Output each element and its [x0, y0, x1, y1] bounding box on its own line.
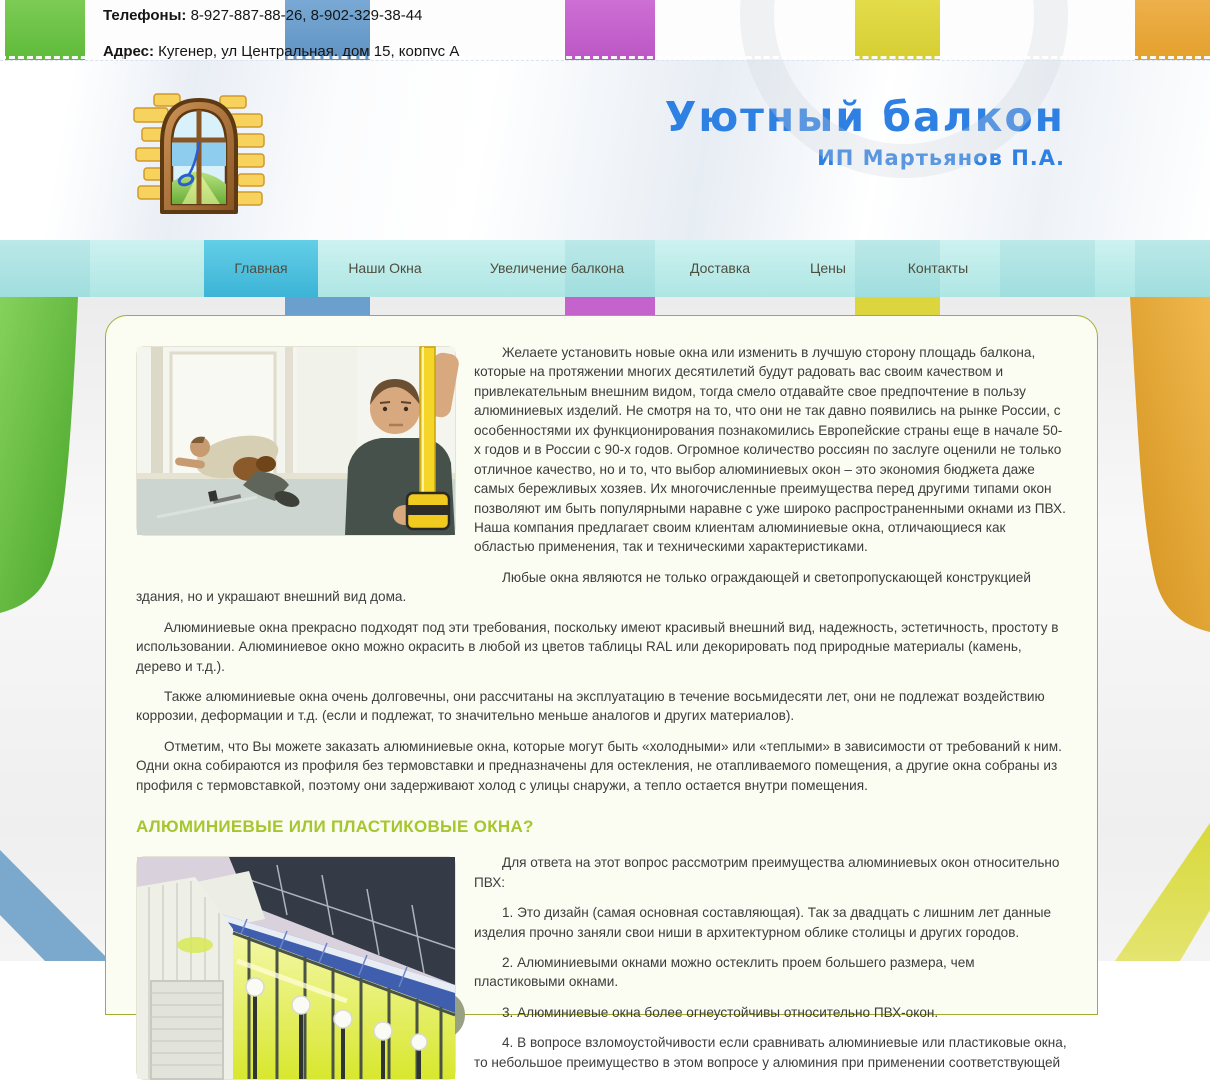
nav-tint-band [0, 240, 90, 297]
paragraph: Также алюминиевые окна очень долговечны, они рассчитаны на эксплуатацию в течение восьмидесяти лет, они не подлежат воздействию коррозии, деформации и т.д. (если и подлежат, то значительно меньше аналогов и других материалов). [136, 689, 1045, 724]
dashed-divider [0, 56, 1210, 59]
ribbon-orange-and-yellow-decor [1080, 297, 1210, 961]
main-area [0, 297, 1210, 1070]
nav-item-contacts[interactable]: Контакты [907, 260, 969, 276]
decor-stripe-yellow [855, 0, 940, 60]
decor-tab-yellow [855, 297, 940, 315]
nav-item-prices[interactable]: Цены [810, 260, 846, 276]
phones-label: Телефоны: [103, 7, 187, 24]
nav-tint-band [1135, 240, 1210, 297]
decor-tab-blue [285, 297, 370, 315]
dashed-divider-shadow [0, 60, 1210, 61]
site-subtitle: ИП Мартьянов П.А. [817, 146, 1065, 171]
phones-line [103, 7, 422, 24]
decor-tab-purple [565, 297, 655, 315]
nav-item-home[interactable]: Главная [204, 240, 318, 297]
paragraph: Любые окна являются не только ограждающей и светопропускающей конструкцией здания, но и украшают внешний вид дома. [136, 569, 1031, 605]
top-contact-bar [0, 0, 1210, 60]
paragraph: 1. Это дизайн (самая основная составляющая). Так за двадцать с лишним лет данные изделия прочно заняли свои ниши в архитектурном облике столицы и других городов. [474, 905, 1052, 940]
window-measuring-photo [136, 346, 456, 536]
paragraph: 2. Алюминиевыми окнами можно остеклить проем большего размера, чем пластиковыми окнами. [474, 954, 975, 990]
paragraph: 4. В вопросе взломоустойчивости если сравнивать алюминиевые или пластиковые окна, то небольшое преимущество в этом вопросе у алюминия при применении соответствующей [474, 1035, 1067, 1070]
phones-value: 8-927-887-88-26, 8-902-329-38-44 [190, 7, 423, 24]
address-value: Кугенер, ул Центральная, дом 15, корпус А [158, 43, 460, 60]
nav-item-delivery[interactable]: Доставка [689, 260, 751, 276]
paragraph: Отметим, что Вы можете заказать алюминиевые окна, которые могут быть «холодными» или «теплыми» в зависимости от требований к ним. Одни окна собираются из профиля без термовставки и предназначены для остекления, не отапливаемого помещения, а другие окна собраны из профиля с термовставкой, поэтому они задерживают холод с улицы снаружи, а тепло остается внутри помещения. [136, 738, 1062, 793]
decor-stripe-orange [1135, 0, 1210, 60]
main-navigation [0, 240, 1210, 297]
content-panel [105, 315, 1098, 1070]
paragraph: 3. Алюминиевые окна более огнеустойчивы относительно ПВХ-окон. [502, 1004, 939, 1020]
paragraph: Алюминиевые окна прекрасно подходят под эти требования, поскольку имеют красивый внешний вид, надежность, эстетичность, простоту в использовании. Алюминиевое окно можно окрасить в любой из цветов таблицы RAL или декорировать под природные материалы (камень, дерево и т.д.). [136, 619, 1059, 674]
nav-item-our-windows[interactable]: Наши Окна [348, 260, 422, 276]
address-label: Адрес: [103, 43, 154, 60]
paragraph: Желаете установить новые окна или изменить в лучшую сторону площадь балкона, которые на протяжении многих десятилетий будут радовать вас своим качеством и привлекательным внешним видом, тогда смело отдавайте свое предпочтение в пользу алюминиевых изделий. Не смотря на то, что они не так давно появились на рынке России, с особенностями их функционирования познакомились Европейские страны еще в начале 50-х годов и в России с 90-х годов. Огромное количество россиян по заслуге оценили не только отличное качество, но и то, что выбор алюминиевых окон – это экономия бюджета даже самых бережливых хозяев. Их многочисленные преимущества перед другими типами окон позволяют им быть популярными наравне с уже широко распространенными окнами из ПВХ. Наша компания предлагает своим клиентам алюминиевые окна, отличающиеся как областью применения, так и техническими характеристиками. [474, 345, 1066, 555]
section-heading: АЛЮМИНИЕВЫЕ ИЛИ ПЛАСТИКОВЫЕ ОКНА? [136, 817, 534, 837]
site-title: Уютный балкон [664, 93, 1065, 141]
nav-tint-band [1000, 240, 1095, 297]
nav-item-balcony-extension[interactable]: Увеличение балкона [489, 260, 625, 276]
window-logo-icon [133, 86, 265, 218]
decor-stripe-purple [565, 0, 655, 60]
paragraph: Для ответа на этот вопрос рассмотрим преимущества алюминиевых окон относительно ПВХ: [474, 855, 1060, 890]
decor-stripe-green [5, 0, 85, 60]
aluminium-building-photo [136, 856, 456, 1080]
